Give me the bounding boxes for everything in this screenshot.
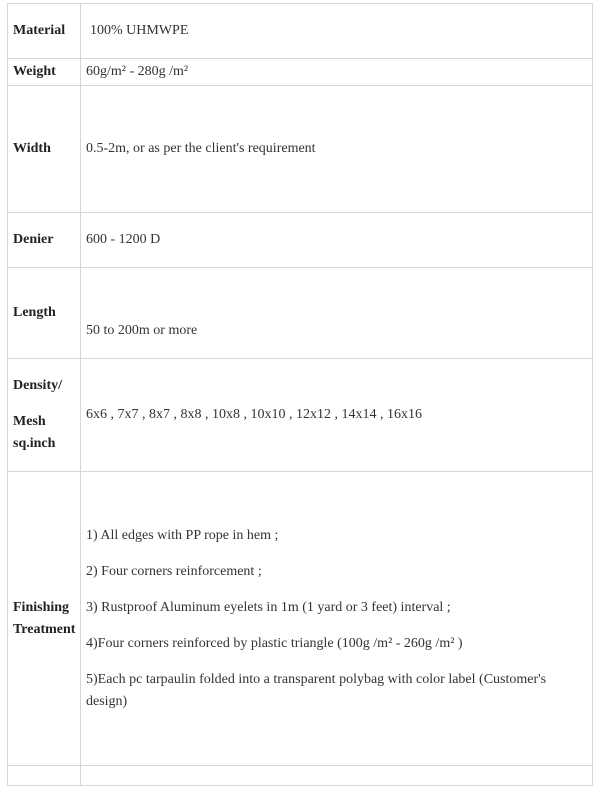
value-weight: 60g/m² - 280g /m² — [81, 59, 593, 86]
label-weight: Weight — [8, 59, 81, 86]
table-row-denier — [8, 213, 593, 268]
value-width: 0.5-2m, or as per the client's requirement — [81, 86, 593, 213]
table-row-material — [8, 4, 593, 59]
value-finishing-cell — [81, 472, 593, 766]
value-partial — [81, 766, 593, 786]
label-width: Width — [8, 86, 81, 213]
value-denier: 600 - 1200 D — [81, 213, 593, 268]
finishing-item-1: 1) All edges with PP rope in hem ; — [86, 527, 279, 543]
table-row-partial — [8, 766, 593, 786]
value-length: 50 to 200m or more — [86, 323, 198, 338]
value-material: 100% UHMWPE — [81, 4, 593, 59]
value-length-cell — [81, 268, 593, 359]
label-material: Material — [8, 4, 81, 59]
table-row-width — [8, 86, 593, 213]
spec-table — [7, 3, 593, 786]
finishing-item-5: 5)Each pc tarpaulin folded into a transparent polybag with color label (Customer's design) — [86, 671, 547, 709]
label-partial — [8, 766, 81, 786]
label-denier: Denier — [8, 213, 81, 268]
finishing-item-4: 4)Four corners reinforced by plastic triangle (100g /m² - 260g /m² ) — [86, 635, 463, 651]
label-finishing-line-1: Finishing — [13, 599, 70, 615]
label-density-cell — [8, 359, 81, 472]
label-density-line-3: sq.inch — [13, 436, 56, 451]
finishing-item-3: 3) Rustproof Aluminum eyelets in 1m (1 yard or 3 feet) interval ; — [86, 599, 451, 615]
table-row-length — [8, 268, 593, 359]
label-finishing-line-2: Treatment — [13, 621, 76, 637]
value-density: 6x6 , 7x7 , 8x7 , 8x8 , 10x8 , 10x10 , 12x12 , 14x14 , 16x16 — [81, 359, 593, 472]
label-finishing-cell — [8, 472, 81, 766]
finishing-item-2: 2) Four corners reinforcement ; — [86, 563, 262, 579]
table-row-density — [8, 359, 593, 472]
table-row-finishing — [8, 472, 593, 766]
table-row-weight — [8, 59, 593, 86]
label-density-line-1: Density/ — [13, 378, 62, 393]
label-density-line-2: Mesh — [13, 414, 46, 429]
label-length: Length — [8, 268, 81, 359]
